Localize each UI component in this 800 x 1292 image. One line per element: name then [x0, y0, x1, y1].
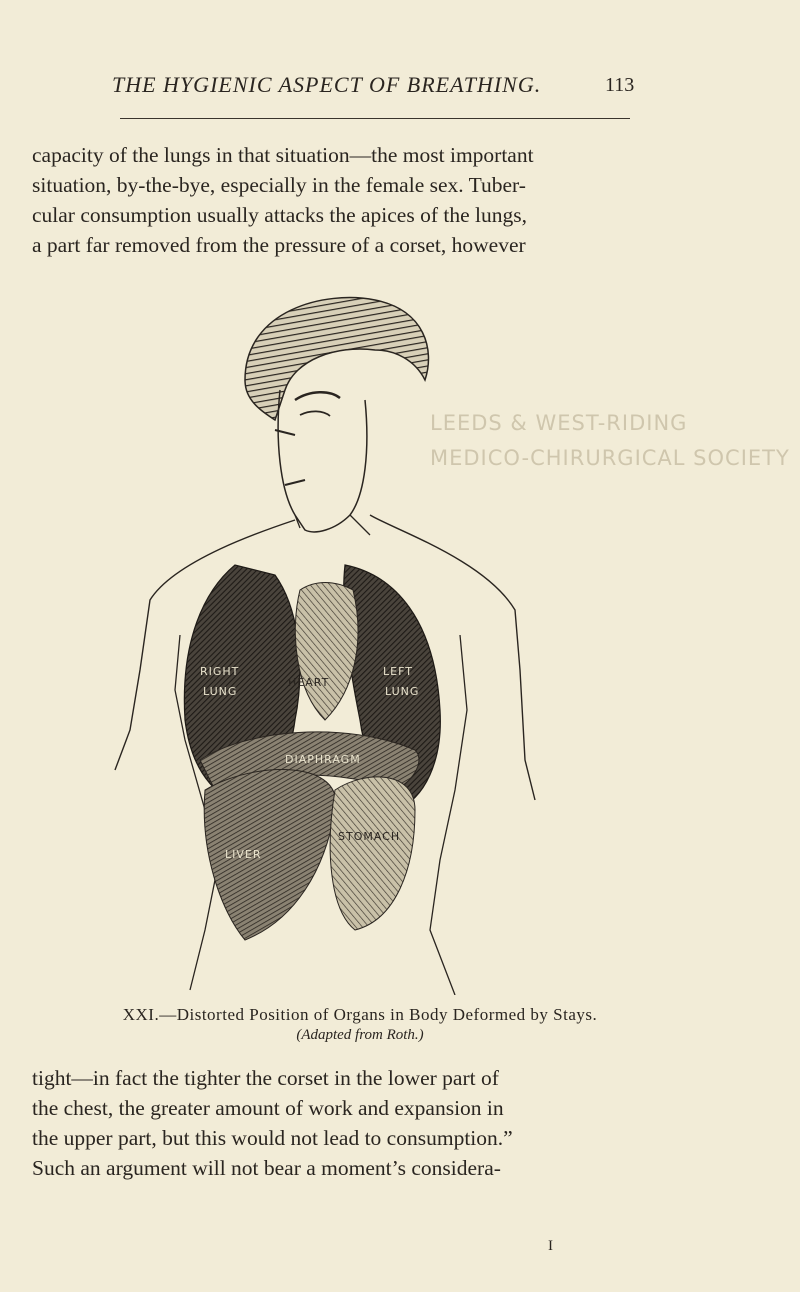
- running-title: THE HYGIENIC ASPECT OF BREATHING.: [112, 72, 542, 97]
- liver-shape: [204, 770, 336, 940]
- label-left-lung-1: LEFT: [383, 665, 413, 678]
- paragraph-top: [32, 140, 652, 260]
- stamp-line-2: MEDICO-CHIRURGICAL SOCIETY: [430, 446, 790, 470]
- stamp-line-1: LEEDS & WEST-RIDING: [430, 411, 688, 435]
- figure-caption: XXI.—Distorted Position of Organs in Body Deformed by Stays.: [122, 1005, 598, 1024]
- text-line: tight—in fact the tighter the corset in the lower part of: [32, 1066, 499, 1090]
- page-number: 113: [605, 74, 635, 96]
- label-diaphragm: DIAPHRAGM: [285, 753, 361, 766]
- label-stomach: STOMACH: [338, 830, 401, 843]
- text-line: cular consumption usually attacks the apices of the lungs,: [32, 203, 527, 227]
- text-line: the upper part, but this would not lead to consumption.”: [32, 1126, 513, 1150]
- anatomical-figure: [95, 290, 795, 995]
- text-line: a part far removed from the pressure of a corset, however: [32, 233, 526, 257]
- running-head: [0, 72, 800, 108]
- stomach-shape: [330, 777, 415, 930]
- text-line: situation, by-the-bye, especially in the female sex. Tuber-: [32, 173, 526, 197]
- text-line: Such an argument will not bear a moment’s considera-: [32, 1156, 501, 1180]
- signature-mark: I: [548, 1238, 553, 1254]
- label-right-lung-2: LUNG: [203, 685, 238, 698]
- label-liver: LIVER: [225, 848, 262, 861]
- header-rule: [120, 118, 630, 119]
- figure-caption-source: (Adapted from Roth.): [296, 1027, 424, 1043]
- paragraph-bottom: [32, 1063, 652, 1183]
- label-heart: HEART: [288, 676, 330, 689]
- hair-shape: [245, 298, 428, 420]
- text-line: the chest, the greater amount of work and expansion in: [32, 1096, 504, 1120]
- figure-illustration: [95, 290, 795, 995]
- label-left-lung-2: LUNG: [385, 685, 420, 698]
- label-right-lung-1: RIGHT: [200, 665, 240, 678]
- heart-shape: [295, 583, 358, 721]
- text-line: capacity of the lungs in that situation—the most important: [32, 143, 534, 167]
